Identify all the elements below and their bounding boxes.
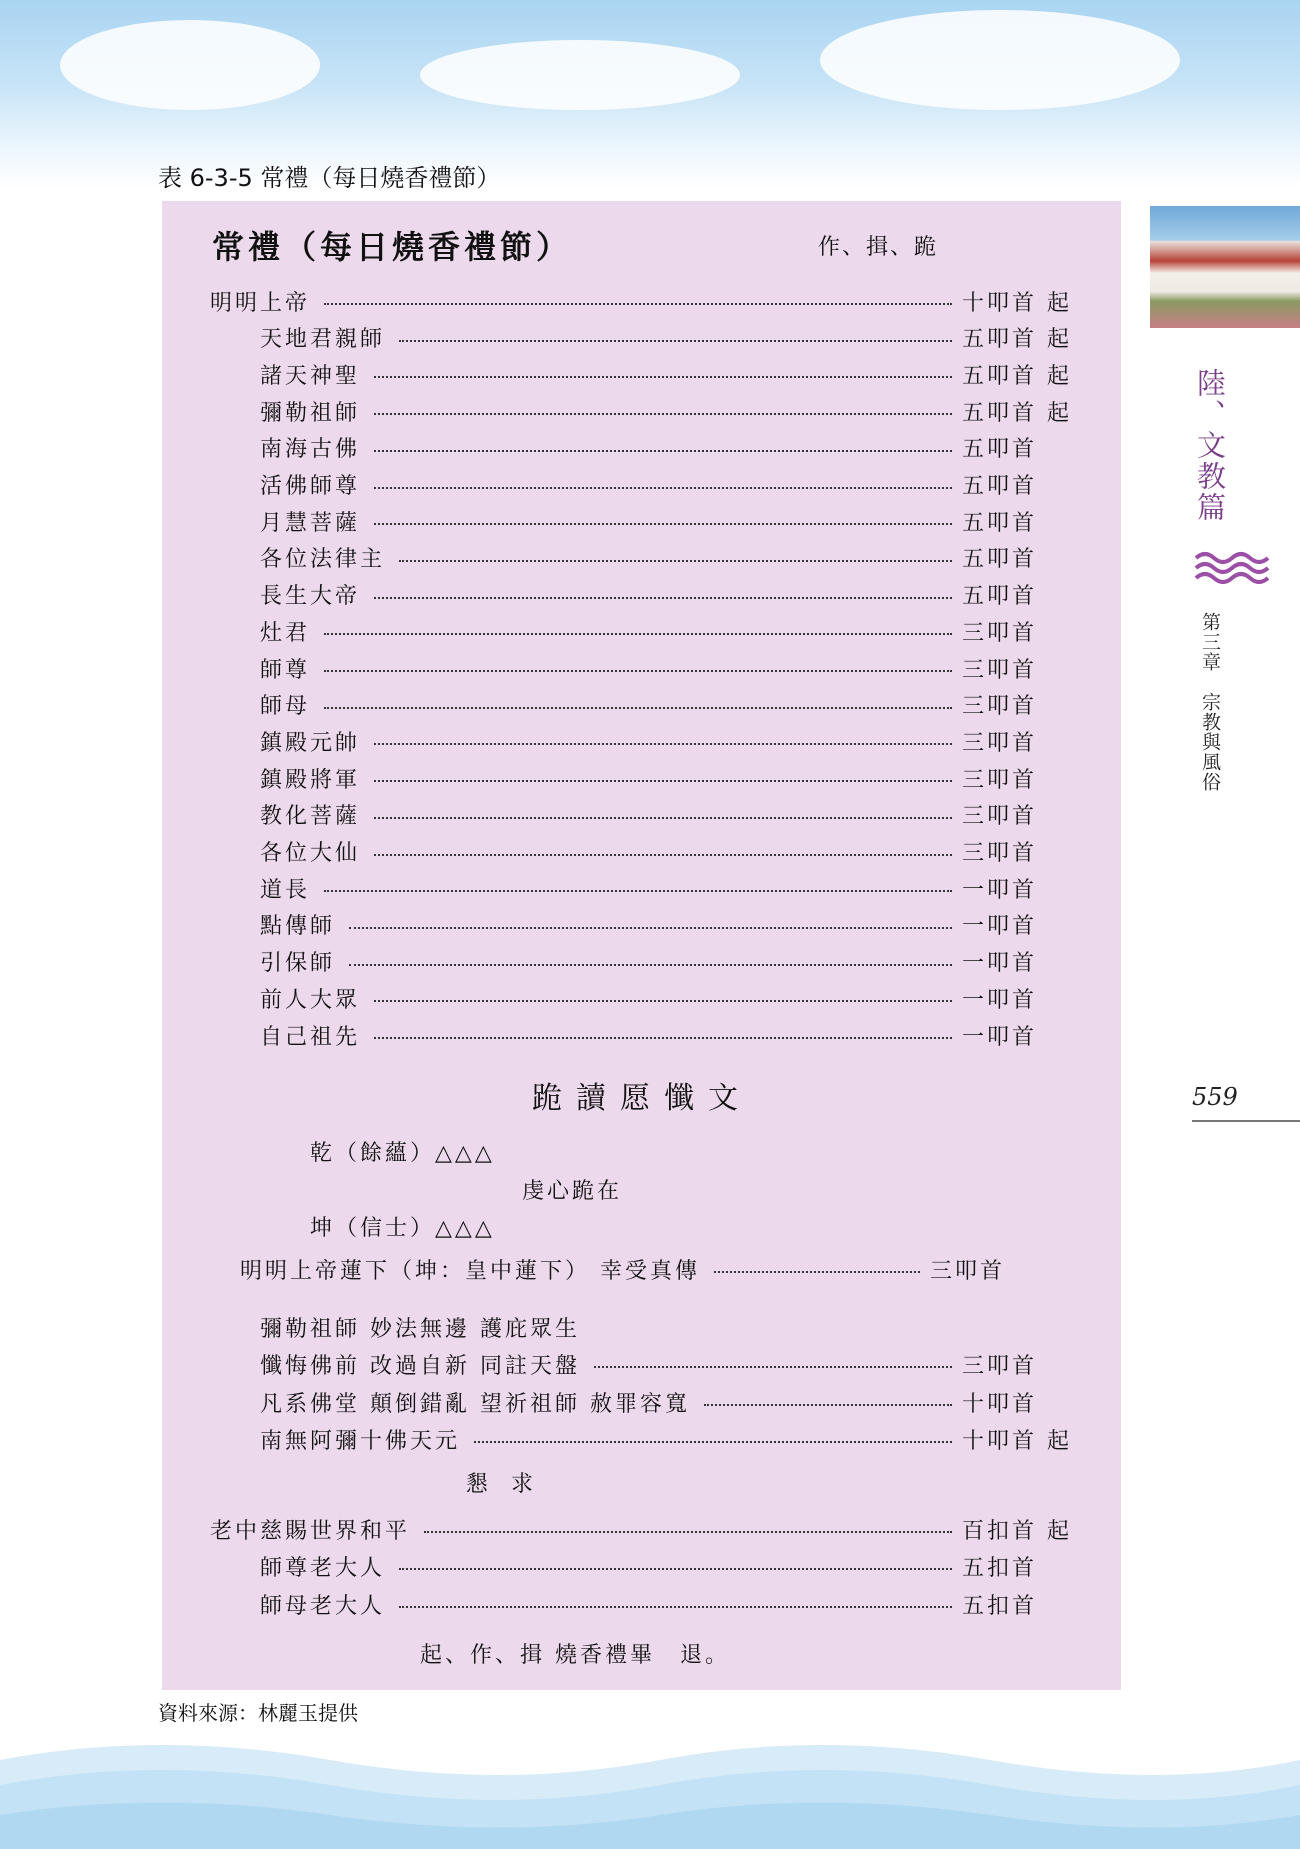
leader-dots	[714, 1271, 920, 1273]
wave-ornament-icon	[1194, 550, 1272, 586]
leader-dots	[399, 1606, 952, 1608]
bow-count: 五叩首	[962, 510, 1038, 536]
ritual-row	[260, 910, 1072, 940]
cloud	[420, 40, 740, 110]
deity-name: 月慧菩薩	[260, 510, 361, 536]
vow-line-action: 三叩首	[962, 1353, 1038, 1379]
leader-dots	[324, 707, 952, 709]
bow-count: 三叩首	[962, 694, 1038, 720]
deity-name: 師尊	[260, 657, 311, 683]
vow-line-action: 五扣首	[962, 1593, 1038, 1619]
closing-line: 起、作、揖 燒香禮畢 退。	[420, 1643, 730, 1668]
title-actions: 作、揖、跪	[818, 235, 939, 260]
vow-line-text: 老中慈賜世界和平	[210, 1518, 411, 1544]
bow-count: 五叩首	[962, 474, 1038, 499]
ritual-row	[260, 470, 1072, 500]
leader-dots	[349, 927, 952, 929]
ritual-row	[260, 983, 1072, 1013]
chapter-label: 第三章 宗教與風俗	[1199, 612, 1221, 792]
wave-decoration	[0, 1720, 1300, 1849]
bow-count: 三叩首	[962, 767, 1038, 793]
ritual-row	[260, 947, 1072, 977]
leader-dots	[374, 487, 952, 489]
leader-dots	[374, 523, 952, 525]
deity-name: 南海古佛	[260, 437, 361, 463]
ritual-row	[260, 837, 1072, 867]
temple-photo	[1150, 206, 1300, 328]
bow-count: 五叩首 起	[962, 327, 1072, 353]
ritual-row	[260, 323, 1072, 353]
vow-line-text: 凡系佛堂 顛倒錯亂 望祈祖師 赦罪容寬	[260, 1391, 690, 1417]
leader-dots	[374, 376, 952, 378]
leader-dots	[324, 670, 952, 672]
deity-name: 點傳師	[260, 914, 336, 940]
plea-heading: 懇 求	[466, 1472, 541, 1497]
ritual-row	[260, 873, 1072, 903]
vow-line-action: 百扣首 起	[962, 1518, 1072, 1544]
leader-dots	[399, 1568, 952, 1570]
bow-count: 三叩首	[962, 804, 1038, 830]
ritual-row	[260, 506, 1072, 536]
leader-dots	[374, 780, 952, 782]
ritual-row	[260, 690, 1072, 720]
ritual-row	[260, 763, 1072, 793]
leader-dots	[324, 890, 952, 892]
cloud	[820, 10, 1180, 110]
deity-name: 自己祖先	[260, 1024, 361, 1050]
leader-dots	[374, 854, 952, 856]
leader-dots	[399, 560, 952, 562]
bow-count: 一叩首	[962, 951, 1038, 977]
bow-count: 十叩首 起	[962, 290, 1072, 316]
ritual-row	[260, 543, 1072, 573]
bow-count: 五叩首	[962, 584, 1038, 610]
vow-line	[240, 1254, 1040, 1284]
vow-qian: 乾（餘蘊）△△△	[310, 1141, 495, 1166]
vow-kun: 坤（信士）△△△	[310, 1216, 495, 1241]
ritual-row	[210, 286, 1072, 316]
vow-line-action: 三叩首	[930, 1258, 1006, 1284]
bow-count: 三叩首	[962, 657, 1038, 683]
deity-name: 前人大眾	[260, 987, 361, 1013]
vow-line	[260, 1387, 1072, 1417]
leader-dots	[324, 633, 952, 635]
bow-count: 五叩首	[962, 547, 1038, 573]
vow-kneel: 虔心跪在	[522, 1179, 623, 1204]
source-note: 資料來源：林麗玉提供	[158, 1701, 358, 1725]
vow-line-action: 十叩首 起	[962, 1428, 1072, 1454]
leader-dots	[704, 1404, 952, 1406]
leader-dots	[374, 743, 952, 745]
leader-dots	[374, 597, 952, 599]
vow-line-text: 師母老大人	[260, 1593, 386, 1619]
deity-name: 鎮殿元帥	[260, 730, 361, 756]
vow-line-text: 彌勒祖師 妙法無邊 護庇眾生	[260, 1317, 580, 1342]
ritual-row	[260, 726, 1072, 756]
vow-line-text: 師尊老大人	[260, 1555, 386, 1581]
ritual-row	[260, 616, 1072, 646]
ritual-row	[260, 580, 1072, 610]
deity-name: 教化菩薩	[260, 804, 361, 830]
leader-dots	[474, 1441, 952, 1443]
deity-name: 師母	[260, 694, 311, 720]
bow-count: 三叩首	[962, 620, 1038, 646]
deity-name: 明明上帝	[210, 290, 311, 316]
leader-dots	[594, 1366, 952, 1368]
bow-count: 五叩首	[962, 437, 1038, 463]
page-number: 559	[1192, 1083, 1238, 1111]
ritual-row	[260, 359, 1072, 389]
vow-line-text: 懺悔佛前 改過自新 同註天盤	[260, 1353, 580, 1379]
table-caption: 表 6-3-5 常禮（每日燒香禮節）	[158, 164, 501, 192]
leader-dots	[374, 1000, 952, 1002]
ritual-row	[260, 396, 1072, 426]
vow-line	[260, 1349, 1072, 1379]
bow-count: 一叩首	[962, 914, 1038, 940]
deity-name: 彌勒祖師	[260, 400, 361, 426]
bow-count: 三叩首	[962, 841, 1038, 866]
bow-count: 一叩首	[962, 1024, 1038, 1050]
deity-name: 諸天神聖	[260, 363, 361, 389]
bow-count: 五叩首 起	[962, 400, 1072, 426]
bow-count: 三叩首	[962, 730, 1038, 756]
ritual-row	[260, 800, 1072, 830]
bow-count: 五叩首 起	[962, 363, 1072, 389]
ritual-row	[260, 433, 1072, 463]
leader-dots	[374, 450, 952, 452]
leader-dots	[424, 1531, 952, 1533]
cloud	[60, 20, 320, 110]
deity-name: 活佛師尊	[260, 474, 361, 499]
deity-name: 各位大仙	[260, 841, 361, 866]
vow-line-text: 明明上帝蓮下（坤：皇中蓮下） 幸受真傳	[240, 1258, 700, 1284]
vow-line	[260, 1551, 1072, 1581]
leader-dots	[374, 817, 952, 819]
page-rule	[1192, 1120, 1300, 1122]
leader-dots	[374, 413, 952, 415]
vow-line	[260, 1424, 1072, 1454]
bow-count: 一叩首	[962, 877, 1038, 903]
leader-dots	[399, 340, 952, 342]
section-label: 陸、文教篇	[1193, 368, 1227, 523]
deity-name: 引保師	[260, 951, 336, 977]
section-title: 跪讀愿懺文	[532, 1081, 752, 1116]
leader-dots	[324, 303, 952, 305]
vow-line	[260, 1589, 1072, 1619]
ritual-row	[260, 653, 1072, 683]
bow-count: 一叩首	[962, 987, 1038, 1013]
deity-name: 天地君親師	[260, 327, 386, 353]
deity-name: 長生大帝	[260, 584, 361, 610]
vow-line	[210, 1514, 1072, 1544]
deity-name: 各位法律主	[260, 547, 386, 573]
deity-name: 鎮殿將軍	[260, 767, 361, 793]
panel-title: 常禮（每日燒香禮節）	[212, 228, 573, 266]
ritual-row	[260, 1020, 1072, 1050]
leader-dots	[374, 1037, 952, 1039]
deity-name: 灶君	[260, 620, 311, 646]
vow-line-text: 南無阿彌十佛天元	[260, 1428, 461, 1454]
deity-name: 道長	[260, 877, 311, 903]
leader-dots	[349, 964, 952, 966]
vow-line-action: 十叩首	[962, 1391, 1038, 1417]
vow-line-action: 五扣首	[962, 1555, 1038, 1581]
